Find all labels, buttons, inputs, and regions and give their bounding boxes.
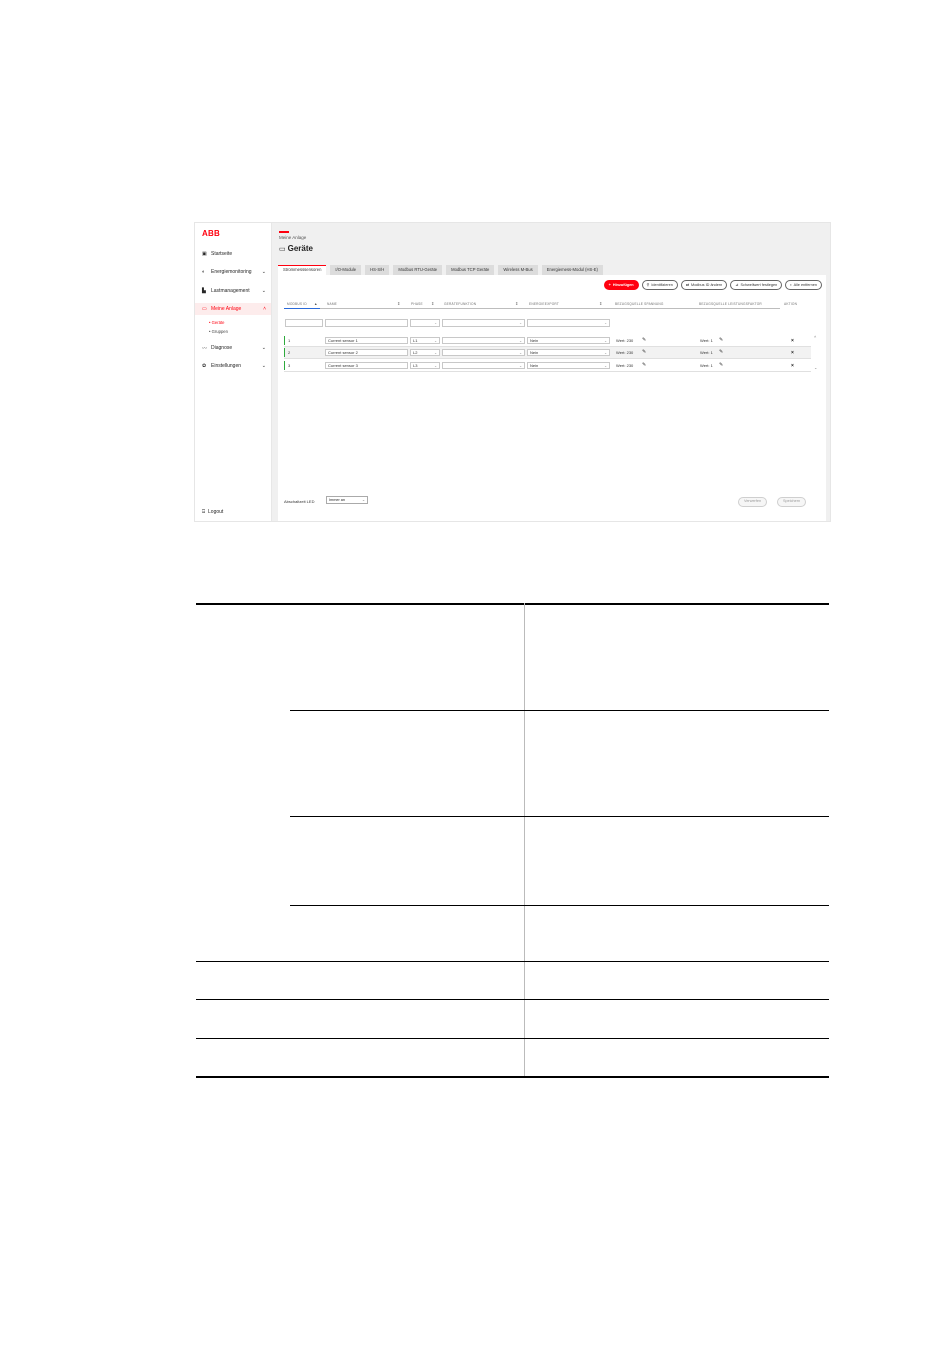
function-select[interactable] (442, 362, 525, 369)
name-input[interactable]: Current sensor 3 (325, 362, 408, 369)
tab-modbus-rtu[interactable]: Modbus RTU-Geräte (393, 265, 442, 275)
sidebar-item-energiemonitoring[interactable] (195, 266, 271, 278)
chevron-down-icon: ⌄ (361, 498, 365, 502)
gear-icon: ✿ (202, 363, 207, 369)
sidebar-subitem-gruppen[interactable]: • Gruppen (209, 329, 228, 334)
scroll-up-icon[interactable]: ˄ (814, 334, 817, 339)
voltage-value: Wert: 230 (616, 338, 634, 343)
chevron-down-icon: ⌄ (434, 339, 437, 343)
chevron-down-icon: ⌄ (604, 351, 607, 355)
led-timeout-value: Immer an (329, 498, 346, 502)
row-status-indicator (284, 348, 285, 357)
function-select[interactable] (442, 349, 525, 356)
sort-icon[interactable]: ⇕ (599, 301, 603, 306)
table-row-rule (290, 710, 829, 711)
chart-icon: ⊿ (735, 283, 739, 287)
name-input[interactable]: Current sensor 2 (325, 349, 408, 356)
phase-value: L2 (413, 350, 418, 355)
home-icon: ▣ (202, 251, 207, 257)
chevron-down-icon: ⌄ (519, 339, 522, 343)
header-divider (284, 308, 780, 309)
table-scrollbar[interactable] (814, 334, 819, 370)
table-row-rule (196, 1038, 829, 1039)
sidebar-item-label: Einstellungen (211, 363, 242, 369)
chevron-down-icon: ⌄ (604, 364, 607, 368)
column-header-phase[interactable]: PHASE (411, 302, 423, 306)
modbus-id-button-label: Modbus ID ändern (691, 283, 723, 287)
add-button[interactable] (604, 280, 639, 290)
sidebar-item-einstellungen[interactable] (195, 360, 271, 372)
identify-button[interactable] (642, 280, 678, 290)
pencil-icon[interactable]: ✎ (642, 337, 647, 343)
devices-panel (278, 275, 826, 521)
power-factor-value: Wert: 1 (700, 350, 713, 355)
chevron-down-icon: ⌄ (261, 363, 266, 369)
phase-value: L3 (413, 363, 418, 368)
pencil-icon[interactable]: ✎ (642, 349, 647, 355)
tab-wireless-mbus[interactable]: Wireless M-Bus (498, 265, 537, 275)
remove-all-button[interactable] (785, 280, 822, 290)
sort-asc-icon[interactable]: ▲ (314, 301, 318, 306)
tab-energiemess-modul[interactable]: Energiemess-Modul (HS-E) (542, 265, 603, 275)
table-row[interactable] (284, 335, 811, 347)
tab-hs-s-h[interactable]: HS-S/H (365, 265, 389, 275)
phase-select[interactable] (410, 349, 440, 356)
chevron-down-icon: ⌄ (434, 364, 437, 368)
tab-strommesssensoren[interactable]: Strommesssensoren (278, 265, 326, 276)
export-select[interactable] (527, 362, 610, 369)
pencil-icon[interactable]: ✎ (719, 362, 724, 368)
filter-export[interactable]: ⌄ (527, 319, 610, 327)
sort-column-underline (284, 308, 320, 309)
pulse-icon: 〰 (202, 345, 208, 352)
table-row[interactable] (284, 360, 811, 372)
pencil-icon[interactable]: ✎ (719, 349, 724, 355)
remove-icon[interactable]: × (791, 337, 794, 344)
modbus-id-value: 3 (288, 363, 291, 368)
save-button[interactable]: Speichern (777, 497, 806, 507)
threshold-button[interactable] (730, 280, 782, 290)
abb-logo: ABB (202, 229, 220, 238)
column-header-modbus-id[interactable]: MODBUS ID (287, 302, 307, 306)
modbus-id-button[interactable] (681, 280, 727, 290)
threshold-button-label: Schwellwert festlegen (740, 283, 778, 287)
modbus-id-value: 2 (288, 350, 291, 355)
remove-all-button-label: Alle entfernen (793, 283, 817, 287)
sidebar-item-meine-anlage[interactable] (195, 303, 271, 315)
identify-button-label: Identifizieren (651, 283, 673, 287)
voltage-value: Wert: 230 (616, 350, 634, 355)
filter-function[interactable]: ⌄ (442, 319, 525, 327)
table-bottom-rule (196, 1076, 829, 1078)
table-row-rule (196, 961, 829, 962)
table-row-rule (196, 999, 829, 1000)
phase-value: L1 (413, 338, 418, 343)
export-value: Nein (530, 350, 539, 355)
power-factor-value: Wert: 1 (700, 363, 713, 368)
monitor-icon: ▭ (202, 306, 207, 312)
logout-icon: ⍈ (202, 509, 206, 515)
breadcrumb[interactable]: Meine Anlage (279, 235, 307, 240)
sidebar-item-diagnose[interactable] (195, 342, 271, 354)
energy-icon: ◐ (202, 269, 206, 275)
led-timeout-select[interactable] (326, 496, 368, 504)
add-button-label: Hinzufügen (612, 283, 634, 287)
search-icon: ⚲ (646, 283, 650, 287)
logout-link[interactable] (202, 509, 223, 515)
sidebar (195, 223, 272, 521)
plus-icon: + (608, 283, 611, 287)
row-status-indicator (284, 336, 285, 345)
function-select[interactable] (442, 337, 525, 344)
main-content (278, 223, 830, 521)
table-column-divider (524, 603, 525, 1077)
swap-icon: ⇄ (685, 283, 690, 287)
accent-bar (279, 231, 289, 233)
logout-label: Logout (208, 509, 224, 515)
column-header-export[interactable]: ENERGIEEXPORT (529, 302, 559, 306)
remove-icon[interactable]: × (791, 349, 794, 356)
column-header-power-factor: BEZUGSQUELLE LEISTUNGSFAKTOR (699, 302, 762, 306)
pencil-icon[interactable]: ✎ (719, 337, 724, 343)
column-header-voltage: BEZUGSQUELLE SPANNUNG (615, 302, 664, 306)
sidebar-item-label: Diagnose (211, 345, 233, 351)
discard-button[interactable]: Verwerfen (738, 497, 767, 507)
sort-icon[interactable]: ⇕ (515, 301, 519, 306)
export-select[interactable] (527, 349, 610, 356)
table-row-rule (290, 905, 829, 906)
tab-io-module[interactable]: I/O-Module (330, 265, 361, 275)
export-select[interactable] (527, 337, 610, 344)
app-screenshot (194, 222, 831, 522)
export-value: Nein (530, 338, 539, 343)
chevron-down-icon: ⌄ (261, 345, 266, 351)
phase-select[interactable] (410, 337, 440, 344)
trash-icon: ▪ (790, 283, 792, 287)
monitor-icon: ▭ (279, 245, 286, 253)
modbus-id-value: 1 (288, 338, 291, 343)
sidebar-item-label: Lastmanagement (211, 288, 250, 294)
name-input[interactable]: Current sensor 1 (325, 337, 408, 344)
sidebar-item-lastmanagement[interactable] (195, 285, 271, 297)
filter-modbus-id[interactable] (285, 319, 323, 327)
column-header-function[interactable]: GERÄTEFUNKTION (444, 302, 477, 306)
table-top-rule (196, 603, 829, 605)
remove-icon[interactable]: × (791, 362, 794, 369)
pencil-icon[interactable]: ✎ (642, 362, 647, 368)
led-timeout-label: Abschaltzeit LED (284, 499, 315, 504)
sort-icon[interactable]: ⇕ (397, 301, 401, 306)
page-title (279, 244, 313, 253)
chevron-down-icon: ⌄ (434, 351, 437, 355)
phase-select[interactable] (410, 362, 440, 369)
chevron-down-icon: ⌄ (519, 364, 522, 368)
sidebar-item-label: Startseite (211, 251, 233, 257)
row-status-indicator (284, 361, 285, 370)
action-bar (604, 280, 822, 290)
sidebar-subitem-geraete[interactable]: • Geräte (209, 320, 225, 325)
tab-modbus-tcp[interactable]: Modbus TCP Geräte (446, 265, 494, 275)
scroll-down-icon[interactable]: ⌄ (814, 365, 818, 370)
column-header-name[interactable]: NAME (327, 302, 338, 306)
filter-name[interactable] (325, 319, 408, 327)
load-icon: ▙ (202, 288, 206, 294)
table-row[interactable] (284, 347, 811, 359)
filter-phase[interactable]: ⌄ (410, 319, 440, 327)
power-factor-value: Wert: 1 (700, 338, 713, 343)
table-row-rule (290, 816, 829, 817)
sidebar-item-startseite[interactable] (195, 248, 271, 260)
chevron-down-icon: ⌄ (261, 269, 266, 275)
chevron-down-icon: ⌄ (604, 339, 607, 343)
export-value: Nein (530, 363, 539, 368)
chevron-down-icon: ⌄ (261, 288, 266, 294)
page-title-text: Geräte (287, 244, 313, 253)
column-header-action: AKTION (784, 302, 798, 306)
sidebar-item-label: Meine Anlage (211, 306, 242, 312)
chevron-up-icon: ˄ (263, 306, 266, 312)
chevron-down-icon: ⌄ (519, 351, 522, 355)
voltage-value: Wert: 230 (616, 363, 634, 368)
sort-icon[interactable]: ⇕ (431, 301, 435, 306)
sidebar-item-label: Energiemonitoring (211, 269, 252, 275)
